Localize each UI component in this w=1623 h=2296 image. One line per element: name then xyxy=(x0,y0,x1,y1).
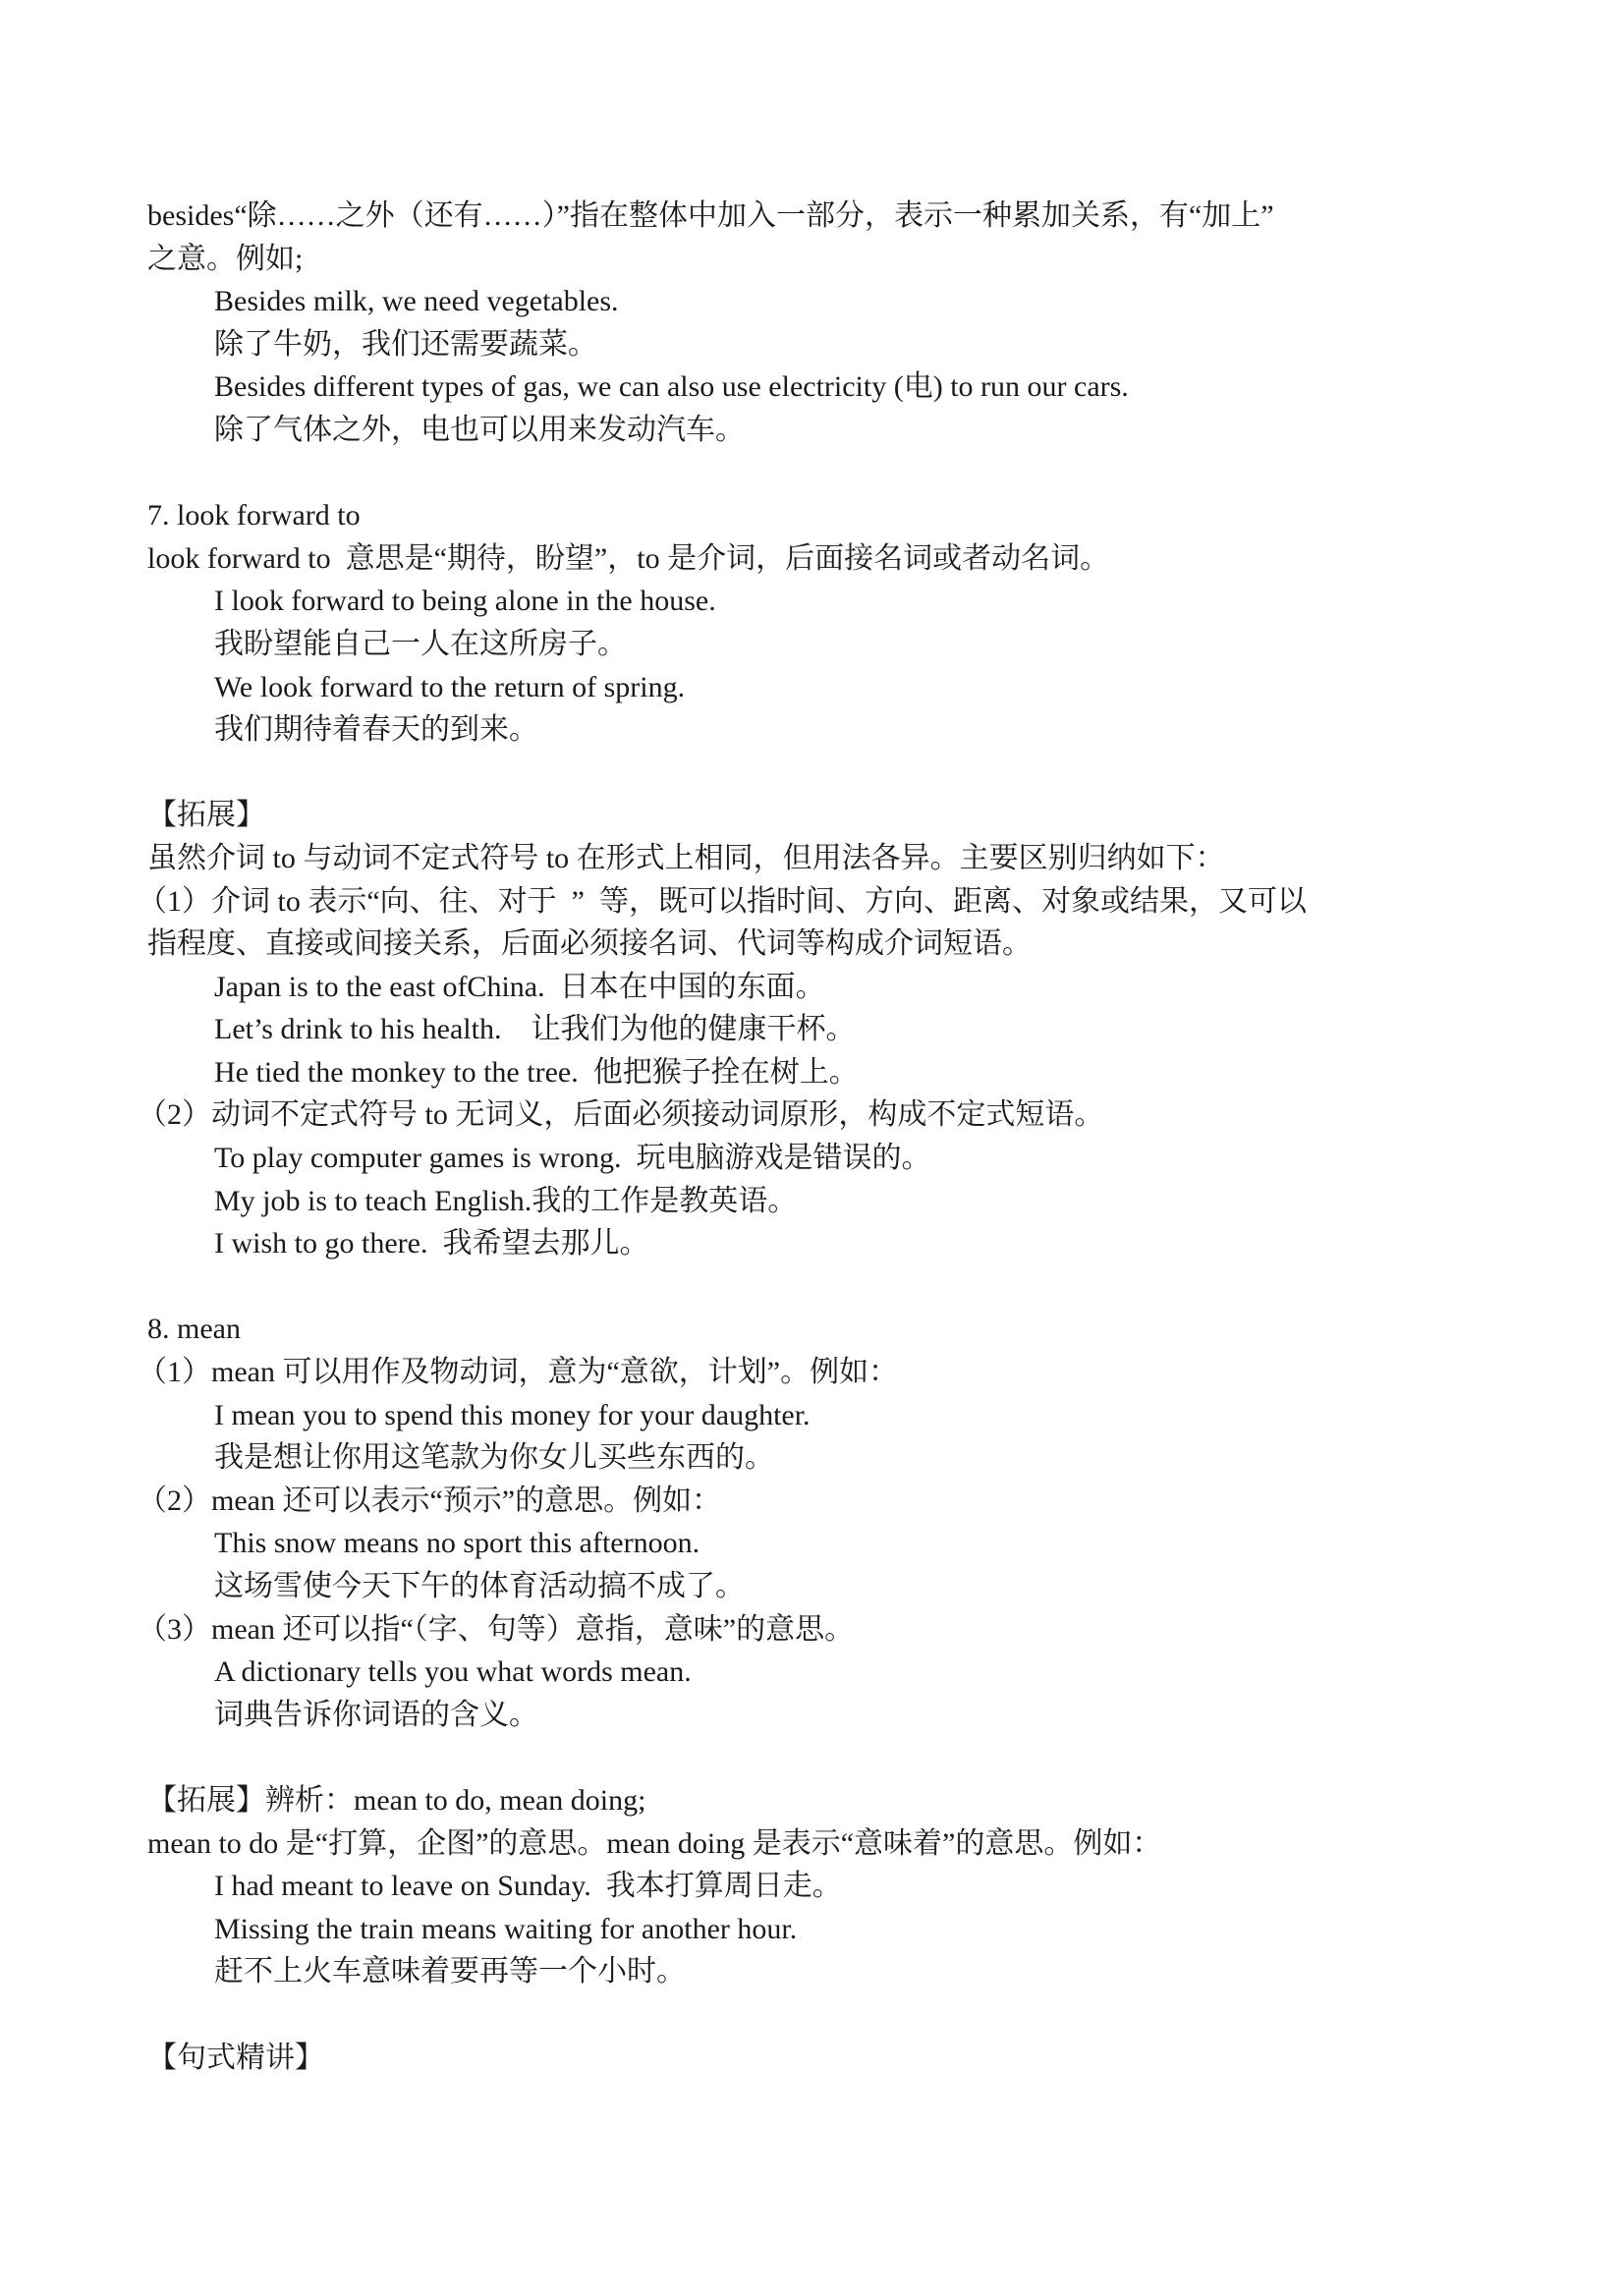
spacer xyxy=(147,1736,1493,1779)
extension-2-example-1: I had meant to leave on Sunday. 我本打算周日走。 xyxy=(214,1870,842,1903)
extension-intro: 虽然介词 to 与动词不定式符号 to 在形式上相同，但用法各异。主要区别归纳如下： xyxy=(147,841,1225,874)
look-forward-example-1-translation: 我盼望能自己一人在这所房子。 xyxy=(214,627,627,660)
mean-point-1-example: I mean you to spend this money for your daughter. xyxy=(214,1398,811,1431)
mean-point-1-example-translation: 我是想让你用这笔款为你女儿买些东西的。 xyxy=(214,1441,774,1475)
mean-point-2-example: This snow means no sport this afternoon. xyxy=(214,1527,700,1560)
look-forward-example-2-translation: 我们期待着春天的到来。 xyxy=(214,713,538,747)
mean-point-3-example-translation: 词典告诉你词语的含义。 xyxy=(214,1698,538,1731)
spacer xyxy=(147,1993,1493,2037)
besides-example-1: Besides milk, we need vegetables. xyxy=(214,285,619,318)
extension-point-1-example-1: Japan is to the east ofChina. 日本在中国的东面。 xyxy=(214,970,825,1003)
mean-point-1: （1）mean 可以用作及物动词，意为“意欲，计划”。例如： xyxy=(138,1356,899,1389)
besides-example-1-translation: 除了牛奶，我们还需要蔬菜。 xyxy=(214,327,597,361)
mean-point-3-example: A dictionary tells you what words mean. xyxy=(214,1655,692,1689)
extension-2-heading: 【拓展】辨析：mean to do, mean doing; xyxy=(147,1783,646,1817)
extension-point-1-example-3: He tied the monkey to the tree. 他把猴子拴在树上。 xyxy=(214,1055,859,1089)
extension-point-1-example-2: Let’s drink to his health. 让我们为他的健康干杯。 xyxy=(214,1013,856,1046)
extension-point-1-line2: 指程度、直接或间接关系，后面必须接名词、代词等构成介词短语。 xyxy=(147,927,1032,961)
extension-point-2-line: （2）动词不定式符号 to 无词义，后面必须接动词原形，构成不定式短语。 xyxy=(138,1098,1104,1132)
page-content xyxy=(138,195,1493,2079)
mean-point-2: （2）mean 还可以表示“预示”的意思。例如： xyxy=(138,1484,722,1517)
mean-heading: 8. mean xyxy=(147,1313,241,1346)
mean-point-3: （3）mean 还可以指“（字、句等）意指，意味”的意思。 xyxy=(138,1612,855,1646)
look-forward-example-1: I look forward to being alone in the house. xyxy=(214,585,716,618)
besides-example-2: Besides different types of gas, we can also use electricity (电) to run our cars. xyxy=(214,370,1129,404)
extension-point-2-example-2: My job is to teach English.我的工作是教英语。 xyxy=(214,1184,798,1217)
besides-intro-line2: 之意。例如; xyxy=(147,242,304,275)
look-forward-intro: look forward to 意思是“期待，盼望”，to 是介词，后面接名词或者动名词。 xyxy=(147,541,1110,575)
sentence-patterns-heading: 【句式精讲】 xyxy=(147,2041,324,2074)
extension-heading: 【拓展】 xyxy=(147,799,265,832)
look-forward-example-2: We look forward to the return of spring. xyxy=(214,670,686,703)
besides-example-2-translation: 除了气体之外，电也可以用来发动汽车。 xyxy=(214,413,745,446)
mean-point-2-example-translation: 这场雪使今天下午的体育活动搞不成了。 xyxy=(214,1570,745,1602)
spacer xyxy=(147,1265,1493,1309)
extension-2-example-2-translation: 赶不上火车意味着要再等一个小时。 xyxy=(214,1955,686,1988)
spacer xyxy=(147,452,1493,495)
extension-point-2-example-1: To play computer games is wrong. 玩电脑游戏是错误的。 xyxy=(214,1142,931,1175)
extension-2-intro: mean to do 是“打算，企图”的意思。mean doing 是表示“意味着”的意思。例如： xyxy=(147,1826,1162,1860)
look-forward-heading: 7. look forward to xyxy=(147,499,361,532)
extension-point-1-line1: （1）介词 to 表示“向、往、对于 ” 等，既可以指时间、方向、距离、对象或结果，又可以 xyxy=(138,884,1307,918)
extension-2-example-2: Missing the train means waiting for another hour. xyxy=(214,1912,798,1945)
extension-point-2-example-3: I wish to go there. 我希望去那儿。 xyxy=(214,1227,649,1260)
besides-intro-line1: besides“除……之外（还有……）”指在整体中加入一部分，表示一种累加关系，有“加上” xyxy=(147,199,1274,232)
spacer xyxy=(147,752,1493,795)
